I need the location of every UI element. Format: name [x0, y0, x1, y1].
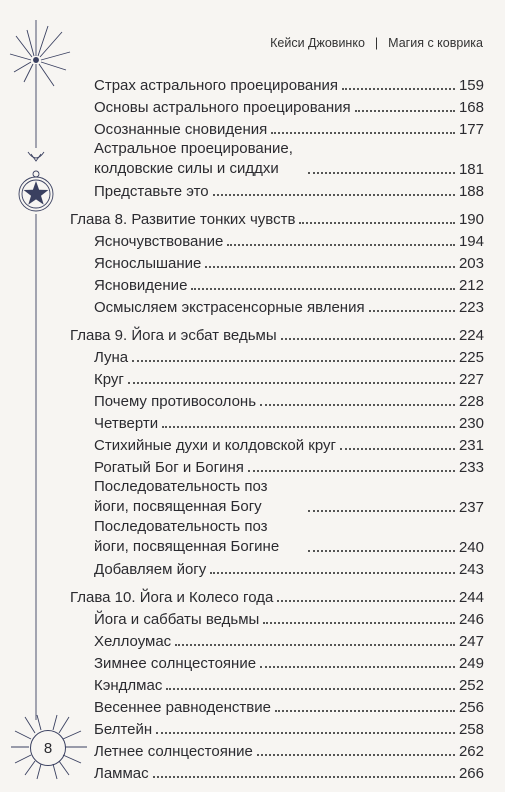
toc-entry-title: Последовательность поз йоги, посвященная Богу — [94, 478, 268, 515]
pentacle-pendant-icon — [19, 152, 53, 211]
toc-page-number: 230 — [458, 415, 484, 432]
toc-page-number: 233 — [458, 459, 484, 476]
toc-entry-title: Рогатый Бог и Богиня — [94, 459, 244, 476]
toc-entry-row — [70, 607, 484, 629]
toc-chapter-row — [70, 207, 484, 229]
toc-leader-dots — [166, 688, 455, 690]
toc-entry-title: Белтейн — [94, 721, 153, 738]
toc-page-number: 231 — [458, 437, 484, 454]
toc-entry-title: Основы астрального проецирования — [94, 99, 351, 116]
toc-page-number: 240 — [458, 539, 484, 556]
toc-entry-title: Круг — [94, 371, 124, 388]
toc-page-number: 223 — [458, 299, 484, 316]
toc-entry-row — [70, 433, 484, 455]
toc-entry-row — [70, 117, 484, 139]
toc-leader-dots — [277, 600, 455, 602]
toc-page-number: 262 — [458, 743, 484, 760]
toc-leader-dots — [128, 382, 455, 384]
toc-page-number: 181 — [458, 161, 484, 178]
toc-entry-title: Последовательность поз йоги, посвященная Богине — [94, 518, 280, 555]
toc-entry-title: Четверти — [94, 415, 159, 432]
toc-page-number: 225 — [458, 349, 484, 366]
toc-page-number: 224 — [458, 327, 484, 344]
toc-entry-row — [70, 477, 484, 517]
toc-leader-dots — [205, 266, 455, 268]
toc-leader-dots — [299, 222, 455, 224]
toc-page-number: 243 — [458, 561, 484, 578]
toc-leader-dots — [213, 194, 455, 196]
toc-entry-title: Глава 10. Йога и Колесо года — [70, 589, 274, 606]
toc-page-number: 159 — [458, 77, 484, 94]
toc-chapter-row — [70, 323, 484, 345]
toc-leader-dots — [260, 404, 455, 406]
toc-leader-dots — [260, 666, 455, 668]
toc-entry-row — [70, 73, 484, 95]
toc-leader-dots — [281, 338, 455, 340]
toc-entry-title: Ламмас — [94, 765, 149, 782]
toc-leader-dots — [340, 448, 455, 450]
toc-page-number: 246 — [458, 611, 484, 628]
toc-page-number: 266 — [458, 765, 484, 782]
toc-entry-row — [70, 673, 484, 695]
toc-entry-title: Ясновидение — [94, 277, 188, 294]
toc-entry-title: Луна — [94, 349, 129, 366]
toc-leader-dots — [308, 550, 455, 552]
page-number-text: 8 — [43, 739, 53, 757]
toc-leader-dots — [355, 110, 455, 112]
toc-entry-row — [70, 229, 484, 251]
toc-entry-title: Глава 9. Йога и эсбат ведьмы — [70, 327, 277, 344]
toc-entry-title: Почему противосолонь — [94, 393, 257, 410]
toc-entry-row — [70, 557, 484, 579]
toc-page-number: 256 — [458, 699, 484, 716]
toc-entry-row — [70, 629, 484, 651]
toc-entry-row — [70, 455, 484, 477]
toc-leader-dots — [308, 172, 455, 174]
table-of-contents — [70, 73, 484, 783]
toc-entry-row — [70, 95, 484, 117]
toc-entry-title: Яснослышание — [94, 255, 202, 272]
toc-leader-dots — [271, 132, 455, 134]
toc-page-number: 188 — [458, 183, 484, 200]
toc-leader-dots — [153, 776, 455, 778]
toc-entry-title: Добавляем йогу — [94, 561, 207, 578]
toc-leader-dots — [191, 288, 455, 290]
header-book-title: Магия с коврика — [388, 36, 483, 50]
toc-page-number: 177 — [458, 121, 484, 138]
toc-page-number: 168 — [458, 99, 484, 116]
toc-page-number: 249 — [458, 655, 484, 672]
toc-page-number: 228 — [458, 393, 484, 410]
toc-entry-row — [70, 651, 484, 673]
toc-leader-dots — [308, 510, 455, 512]
toc-entry-row — [70, 273, 484, 295]
toc-entry-title: Стихийные духи и колдовской круг — [94, 437, 336, 454]
toc-page-number: 258 — [458, 721, 484, 738]
toc-entry-title: Весеннее равноденствие — [94, 699, 271, 716]
toc-entry-row — [70, 345, 484, 367]
toc-entry-row — [70, 411, 484, 433]
toc-leader-dots — [369, 310, 455, 312]
toc-entry-row — [70, 295, 484, 317]
toc-page-number: 194 — [458, 233, 484, 250]
toc-page-number: 203 — [458, 255, 484, 272]
toc-leader-dots — [342, 88, 455, 90]
toc-entry-title: Кэндлмас — [94, 677, 163, 694]
page-number — [30, 730, 66, 766]
toc-entry-row — [70, 695, 484, 717]
running-header — [270, 36, 483, 50]
toc-entry-title: Хеллоумас — [94, 633, 172, 650]
toc-leader-dots — [227, 244, 455, 246]
toc-entry-title: Представьте это — [94, 183, 209, 200]
toc-entry-row — [70, 251, 484, 273]
toc-page-number: 227 — [458, 371, 484, 388]
toc-entry-title: Йога и саббаты ведьмы — [94, 611, 260, 628]
toc-page-number: 247 — [458, 633, 484, 650]
toc-leader-dots — [175, 644, 455, 646]
toc-entry-title: Глава 8. Развитие тонких чувств — [70, 211, 296, 228]
toc-entry-title: Осознанные сновидения — [94, 121, 268, 138]
toc-leader-dots — [210, 572, 455, 574]
toc-entry-title: Астральное проецирование, колдовские силы и сиддхи — [94, 140, 293, 177]
toc-entry-title: Осмысляем экстрасенсорные явления — [94, 299, 365, 316]
toc-page-number: 212 — [458, 277, 484, 294]
header-separator: | — [374, 36, 379, 50]
toc-page-number: 237 — [458, 499, 484, 516]
toc-entry-title: Страх астрального проецирования — [94, 77, 339, 94]
toc-entry-row — [70, 179, 484, 201]
toc-entry-row — [70, 739, 484, 761]
toc-leader-dots — [263, 622, 455, 624]
toc-entry-row — [70, 761, 484, 783]
toc-entry-title: Зимнее солнцестояние — [94, 655, 257, 672]
toc-entry-row — [70, 367, 484, 389]
toc-entry-row — [70, 389, 484, 411]
toc-entry-row — [70, 717, 484, 739]
toc-entry-row — [70, 139, 484, 179]
toc-page-number: 252 — [458, 677, 484, 694]
toc-leader-dots — [132, 360, 455, 362]
toc-leader-dots — [275, 710, 455, 712]
toc-leader-dots — [248, 470, 455, 472]
toc-chapter-row — [70, 585, 484, 607]
toc-page-number: 244 — [458, 589, 484, 606]
toc-leader-dots — [156, 732, 455, 734]
toc-entry-title: Летнее солнцестояние — [94, 743, 253, 760]
toc-page-number: 190 — [458, 211, 484, 228]
toc-entry-row — [70, 517, 484, 557]
toc-entry-title: Ясночувствование — [94, 233, 224, 250]
toc-leader-dots — [257, 754, 455, 756]
header-author: Кейси Джовинко — [270, 36, 365, 50]
toc-leader-dots — [162, 426, 455, 428]
